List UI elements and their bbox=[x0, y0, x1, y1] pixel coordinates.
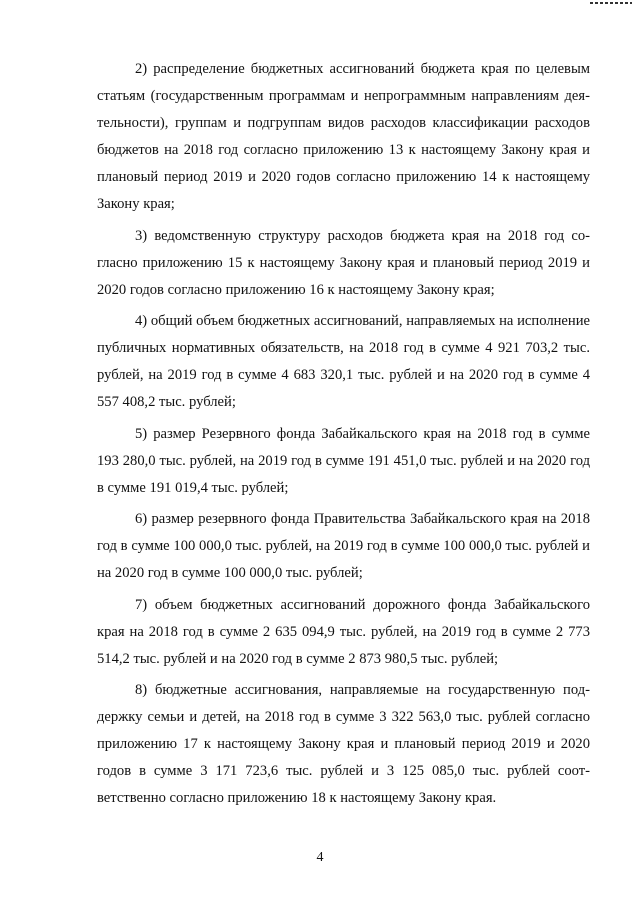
paragraph-item-7: 7) объем бюджетных ассигнований дорожного фонда Забайкальского края на 2018 год в сумме 2 635 094,9 тыс. рублей, на 2019 год в сумме 2 773 514,2 тыс. рублей и на 2020 год в сумме 2 873 980,5 тыс. рублей; bbox=[97, 596, 590, 667]
paragraph-item-6: 6) размер резервного фонда Правительства Забайкальского края на 2018 год в сумме 100 000,0 тыс. рублей, на 2019 год в сумме 100 000,0 тыс. рублей и на 2020 год в сумме 100 000,0 тыс. рублей; bbox=[97, 511, 590, 581]
page-number: 4 bbox=[316, 850, 324, 865]
paragraph-item-5: 5) размер Резервного фонда Забайкальского края на 2018 год в сумме 193 280,0 тыс. рублей, на 2019 год в сумме 191 451,0 тыс. рублей и на 2020 год в сумме 191 019,4 тыс. рублей; bbox=[97, 425, 590, 496]
paragraph-item-8: 8) бюджетные ассигнования, направляемые на государственную поддержку семьи и детей, на 2018 год в сумме 3 322 563,0 тыс. рублей согласно приложению 17 к настоящему Закону края и плановый период 2019 и 2020 годов в сумме 3 171 723,6 тыс. рублей и 3 125 085,0 тыс. рублей соответственно согласно приложению 18 к настоящему Закону края. bbox=[97, 682, 590, 806]
paragraph-item-2: 2) распределение бюджетных ассигнований бюджета края по целевым статьям (государственным программам и непрограммным направлениям деятельности), группам и подгруппам видов расходов классификации расходов бюджетов на 2018 год согласно приложению 13 к настоящему Закону края и плановый период 2019 и 2020 годов согласно приложению 14 к настоящему Закону края; bbox=[97, 61, 590, 212]
paragraph-item-3: 3) ведомственную структуру расходов бюджета края на 2018 год согласно приложению 15 к настоящему Закону края и плановый период 2019 и 2020 годов согласно приложению 16 к настоящему Закону края; bbox=[97, 227, 590, 298]
paragraph-item-4: 4) общий объем бюджетных ассигнований, направляемых на исполнение публичных нормативных обязательств, на 2018 год в сумме 4 921 703,2 тыс. рублей, на 2019 год в сумме 4 683 320,1 тыс. рублей и на 2020 год в сумме 4 557 408,2 тыс. рублей; bbox=[97, 313, 590, 410]
document-body bbox=[97, 56, 590, 817]
scan-corner-mark bbox=[590, 2, 632, 4]
